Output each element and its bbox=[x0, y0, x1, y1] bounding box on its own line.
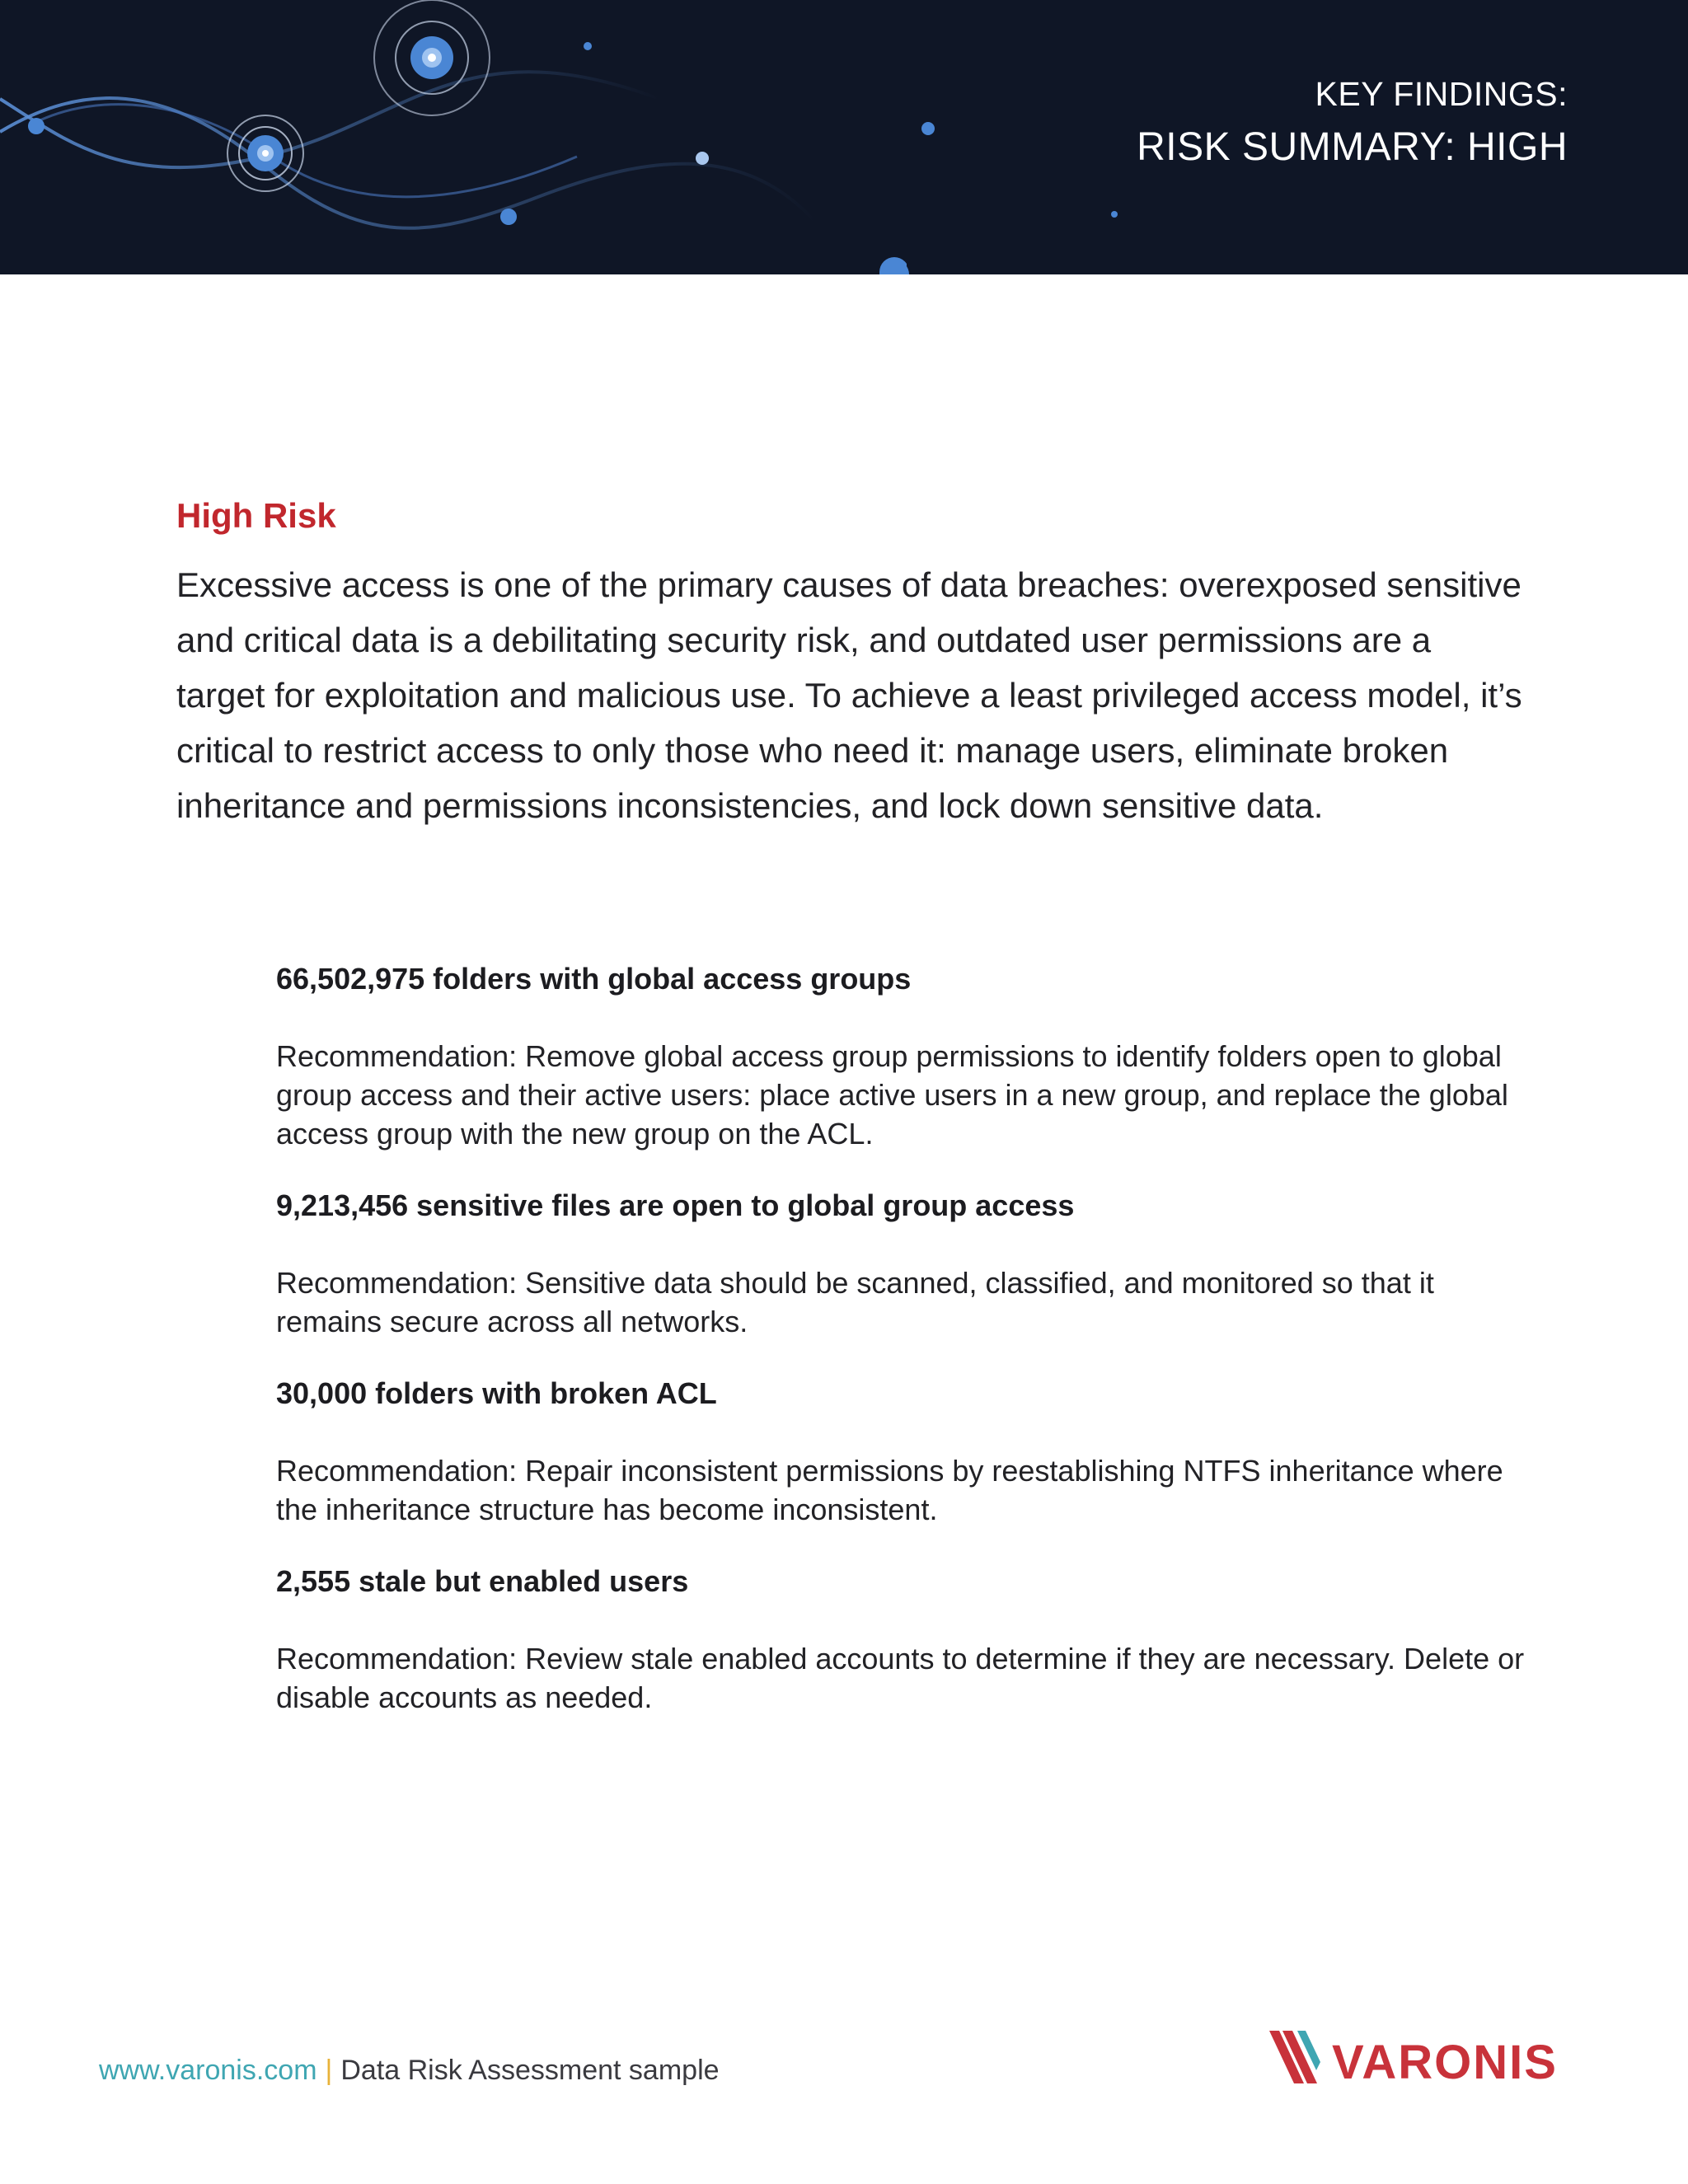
findings-list bbox=[276, 959, 1545, 1750]
finding-recommendation: Recommendation: Review stale enabled accounts to determine if they are necessary. Delete or disable accounts as needed. bbox=[276, 1642, 1525, 1714]
section-heading: High Risk bbox=[176, 496, 336, 535]
finding-item bbox=[276, 959, 1545, 1153]
footer-separator: | bbox=[325, 2055, 333, 2086]
finding-item bbox=[276, 1374, 1545, 1529]
finding-title: 66,502,975 folders with global access groups bbox=[276, 962, 912, 996]
varonis-mark-icon bbox=[1269, 2031, 1320, 2083]
finding-item bbox=[276, 1562, 1545, 1717]
intro-paragraph: Excessive access is one of the primary causes of data breaches: overexposed sensitive and critical data is a debilitating security risk, and outdated user permissions are a target for exploitation and malicious use. To achieve a least privileged access model, it’s critical to restrict access to only those who need it: manage users, eliminate broken inheritance and permissions inconsistencies, and lock down sensitive data. bbox=[176, 565, 1522, 825]
finding-item bbox=[276, 1186, 1545, 1341]
finding-title: 2,555 stale but enabled users bbox=[276, 1564, 689, 1598]
node-ring-large bbox=[374, 0, 490, 115]
varonis-wordmark: VARONIS bbox=[1332, 2036, 1558, 2087]
footer-label: Data Risk Assessment sample bbox=[340, 2055, 720, 2086]
finding-recommendation: Recommendation: Repair inconsistent permissions by reestablishing NTFS inheritance where the inheritance structure has become inconsistent. bbox=[276, 1454, 1503, 1526]
footer-website-link[interactable]: www.varonis.com bbox=[99, 2055, 317, 2086]
network-graphic bbox=[0, 0, 907, 274]
header-title: RISK SUMMARY: HIGH bbox=[1137, 125, 1568, 169]
node-ring-small bbox=[227, 115, 303, 191]
finding-title: 9,213,456 sensitive files are open to global group access bbox=[276, 1188, 1075, 1222]
varonis-logo bbox=[1269, 2029, 1591, 2087]
header-kicker: KEY FINDINGS: bbox=[1315, 75, 1568, 113]
main-content bbox=[176, 491, 1528, 833]
finding-recommendation: Recommendation: Remove global access group permissions to identify folders open to global group access and their active users: place active users in a new group, and replace the global access group with the new group on the ACL. bbox=[276, 1039, 1508, 1151]
finding-recommendation: Recommendation: Sensitive data should be scanned, classified, and monitored so that it remains secure across all networks. bbox=[276, 1266, 1434, 1338]
header-text bbox=[1137, 71, 1568, 176]
finding-title: 30,000 folders with broken ACL bbox=[276, 1376, 717, 1410]
header-banner bbox=[0, 0, 1688, 274]
footer bbox=[99, 2050, 720, 2090]
